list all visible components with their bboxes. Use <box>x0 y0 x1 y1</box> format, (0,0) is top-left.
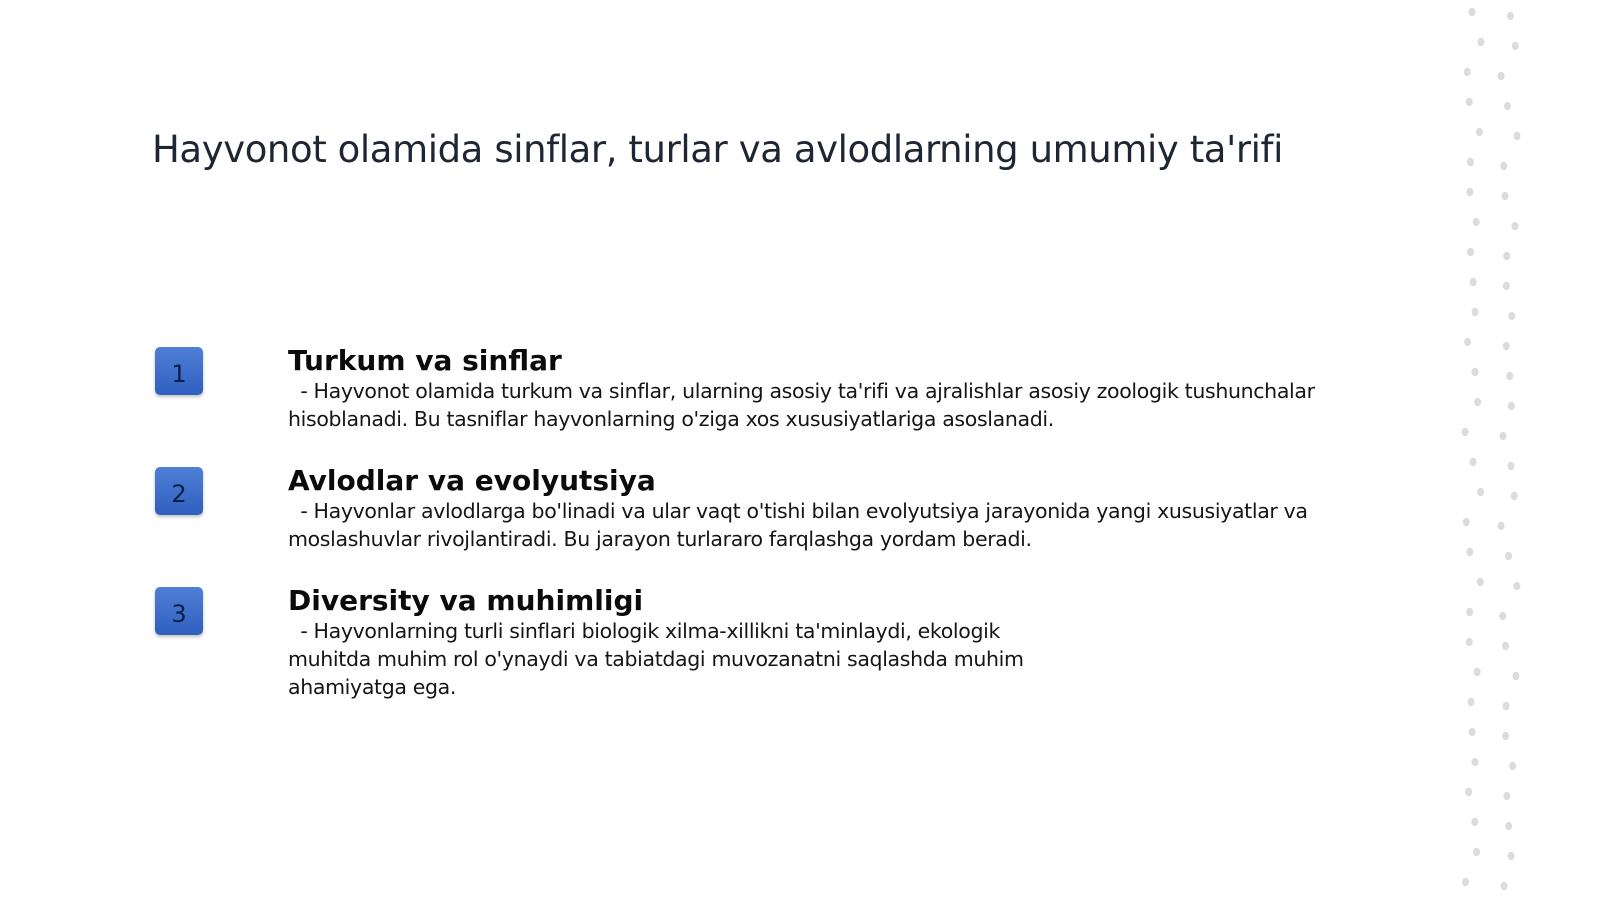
decorative-dot <box>1508 402 1515 410</box>
item-body <box>288 465 1418 553</box>
decorative-dot <box>1477 38 1484 46</box>
item-body <box>288 345 1418 433</box>
decorative-dot <box>1466 638 1473 646</box>
decorative-dot <box>1466 548 1473 556</box>
decorative-dot <box>1472 308 1479 316</box>
item-heading: Diversity va muhimligi <box>288 584 644 617</box>
number-badge: 2 <box>155 467 203 515</box>
decorative-dot <box>1470 278 1477 286</box>
number-badge: 3 <box>155 587 203 635</box>
decorative-dot <box>1464 338 1471 346</box>
decorative-dot <box>1509 762 1516 770</box>
decorative-dot <box>1462 428 1469 436</box>
decorative-dot <box>1502 642 1509 650</box>
decorative-dot <box>1503 792 1510 800</box>
decorative-dot <box>1465 788 1472 796</box>
decorative-dot <box>1473 848 1480 856</box>
decorative-dot <box>1504 102 1511 110</box>
decorative-dot <box>1508 312 1515 320</box>
decorative-dot <box>1466 188 1473 196</box>
decorative-dot <box>1501 882 1508 890</box>
item-heading: Turkum va sinflar <box>288 344 562 377</box>
decorative-dot <box>1499 612 1506 620</box>
decorative-dot <box>1506 372 1513 380</box>
decorative-dot <box>1464 68 1471 76</box>
decorative-dot <box>1477 488 1484 496</box>
decorative-dot <box>1476 128 1483 136</box>
decorative-dot <box>1466 608 1473 616</box>
decorative-dot <box>1463 518 1470 526</box>
decorative-dot <box>1477 578 1484 586</box>
decorative-dot <box>1467 248 1474 256</box>
item-description: - Hayvonlarning turli sinflari biologik xilma-xillikni ta'minlaydi, ekologik muhitda muhim rol o'ynaydi va tabiatdagi muvozanatni saqlashda muhim ahamiyatga ega. <box>288 619 1030 699</box>
decorative-dot <box>1469 8 1476 16</box>
decorative-dot <box>1498 72 1505 80</box>
decorative-dot <box>1503 342 1510 350</box>
decorative-dot <box>1507 12 1514 20</box>
decorative-dot <box>1469 728 1476 736</box>
decorative-dot <box>1512 672 1519 680</box>
decorative-dot <box>1471 818 1478 826</box>
decorative-dot <box>1500 162 1507 170</box>
decorative-dot <box>1513 132 1520 140</box>
decorative-dot <box>1502 192 1509 200</box>
decorative-dot <box>1466 98 1473 106</box>
decorative-dot <box>1513 582 1520 590</box>
decorative-dot <box>1462 878 1469 886</box>
decorative-dot <box>1500 432 1507 440</box>
decorative-dot <box>1507 462 1514 470</box>
decorative-dot <box>1511 222 1518 230</box>
decorative-dot <box>1467 698 1474 706</box>
decorative-dot <box>1505 552 1512 560</box>
decorative-dot <box>1474 398 1481 406</box>
item-body <box>288 585 1418 701</box>
decorative-dot <box>1473 218 1480 226</box>
decorative-dot-pattern <box>1440 0 1600 899</box>
decorative-dot <box>1471 368 1478 376</box>
item-description: - Hayvonot olamida turkum va sinflar, ularning asosiy ta'rifi va ajralishlar asosiy zoologik tushunchalar hisoblanadi. Bu tasniflar hayvonlarning o'ziga xos xususiyatlariga asoslanadi. <box>288 379 1321 431</box>
decorative-dot <box>1498 522 1505 530</box>
decorative-dot <box>1502 732 1509 740</box>
decorative-dot <box>1505 822 1512 830</box>
item-heading: Avlodlar va evolyutsiya <box>288 464 656 497</box>
decorative-dot <box>1474 668 1481 676</box>
number-badge: 1 <box>155 347 203 395</box>
decorative-dot <box>1512 42 1519 50</box>
decorative-dot <box>1472 758 1479 766</box>
decorative-dot <box>1503 252 1510 260</box>
decorative-dot <box>1467 158 1474 166</box>
decorative-dot <box>1508 852 1515 860</box>
decorative-dot <box>1470 458 1477 466</box>
item-description: - Hayvonlar avlodlarga bo'linadi va ular vaqt o'tishi bilan evolyutsiya jarayonida yangi xususiyatlar va moslashuvlar rivojlantiradi. Bu jarayon turlararo farqlashga yordam beradi. <box>288 499 1314 551</box>
slide-title: Hayvonot olamida sinflar, turlar va avlodlarning umumiy ta'rifi <box>152 128 1284 171</box>
decorative-dot <box>1511 492 1518 500</box>
decorative-dot <box>1503 282 1510 290</box>
decorative-dot <box>1503 702 1510 710</box>
